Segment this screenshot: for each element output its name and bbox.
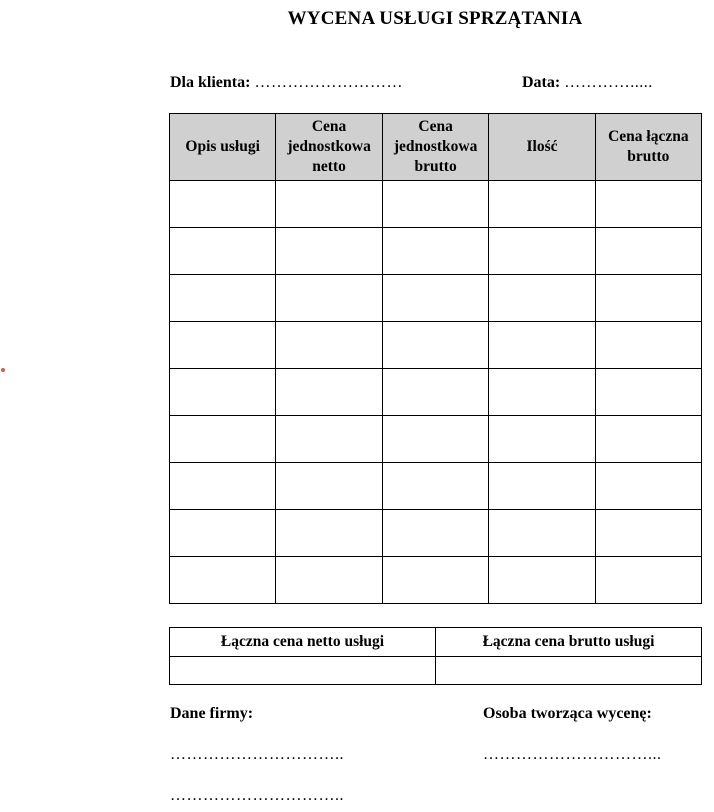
table-cell[interactable] (170, 181, 276, 228)
margin-marker (1, 368, 5, 372)
document-title: WYCENA USŁUGI SPRZĄTANIA (287, 8, 583, 29)
table-cell[interactable] (382, 228, 489, 275)
table-cell[interactable] (595, 322, 701, 369)
total-net-label: Łączna cena netto usługi (170, 628, 436, 657)
table-body (170, 181, 702, 604)
table-cell[interactable] (382, 322, 489, 369)
header-unit-price-gross: Cena jednostkowa brutto (382, 114, 489, 181)
client-label: Dla klienta: (170, 74, 251, 91)
table-header-row (170, 114, 702, 181)
total-net-value[interactable] (170, 657, 436, 685)
date-dots: …………..... (564, 74, 653, 91)
table-cell[interactable] (595, 275, 701, 322)
table-cell[interactable] (489, 510, 595, 557)
table-cell[interactable] (489, 322, 595, 369)
table-cell[interactable] (170, 369, 276, 416)
table-row (170, 322, 702, 369)
table-row (170, 275, 702, 322)
table-row (170, 510, 702, 557)
table-cell[interactable] (382, 510, 489, 557)
table-cell[interactable] (276, 369, 383, 416)
totals-header-row (170, 628, 702, 657)
table-cell[interactable] (382, 369, 489, 416)
client-dots: ……………………… (254, 74, 403, 91)
table-cell[interactable] (382, 463, 489, 510)
table-cell[interactable] (489, 369, 595, 416)
table-cell[interactable] (489, 181, 595, 228)
table-cell[interactable] (276, 181, 383, 228)
table-cell[interactable] (276, 557, 383, 604)
client-field (170, 74, 403, 92)
table-cell[interactable] (595, 369, 701, 416)
table-cell[interactable] (276, 510, 383, 557)
table-row (170, 181, 702, 228)
table-row (170, 557, 702, 604)
table-row (170, 369, 702, 416)
table-cell[interactable] (489, 275, 595, 322)
date-field (522, 74, 653, 92)
table-cell[interactable] (276, 228, 383, 275)
table-cell[interactable] (170, 416, 276, 463)
table-cell[interactable] (489, 463, 595, 510)
table-row (170, 463, 702, 510)
company-line-2: ………………………….. (170, 787, 344, 804)
author-line-1: …………………………... (483, 746, 662, 763)
total-gross-value[interactable] (436, 657, 702, 685)
header-quantity: Ilość (489, 114, 595, 181)
author-label: Osoba tworząca wycenę: (483, 705, 652, 722)
table-cell[interactable] (382, 181, 489, 228)
table-cell[interactable] (170, 322, 276, 369)
table-cell[interactable] (382, 557, 489, 604)
company-line-1: ………………………….. (170, 746, 344, 763)
table-cell[interactable] (382, 416, 489, 463)
header-service-description: Opis usługi (170, 114, 276, 181)
table-cell[interactable] (170, 510, 276, 557)
table-cell[interactable] (489, 416, 595, 463)
total-gross-label: Łączna cena brutto usługi (436, 628, 702, 657)
table-cell[interactable] (276, 416, 383, 463)
table-cell[interactable] (595, 228, 701, 275)
header-unit-price-net: Cena jednostkowa netto (276, 114, 383, 181)
table-cell[interactable] (382, 275, 489, 322)
table-cell[interactable] (276, 322, 383, 369)
table-cell[interactable] (595, 510, 701, 557)
table-cell[interactable] (276, 463, 383, 510)
date-label: Data: (522, 74, 561, 91)
table-row (170, 228, 702, 275)
table-cell[interactable] (170, 557, 276, 604)
pricing-table (169, 113, 702, 604)
totals-table (169, 627, 702, 685)
company-label: Dane firmy: (170, 705, 254, 722)
table-cell[interactable] (170, 228, 276, 275)
table-row (170, 416, 702, 463)
table-cell[interactable] (595, 557, 701, 604)
table-cell[interactable] (595, 416, 701, 463)
table-cell[interactable] (595, 463, 701, 510)
header-total-price-gross: Cena łączna brutto (595, 114, 701, 181)
table-cell[interactable] (170, 275, 276, 322)
table-cell[interactable] (276, 275, 383, 322)
table-cell[interactable] (170, 463, 276, 510)
totals-value-row (170, 657, 702, 685)
table-cell[interactable] (595, 181, 701, 228)
table-cell[interactable] (489, 228, 595, 275)
table-cell[interactable] (489, 557, 595, 604)
